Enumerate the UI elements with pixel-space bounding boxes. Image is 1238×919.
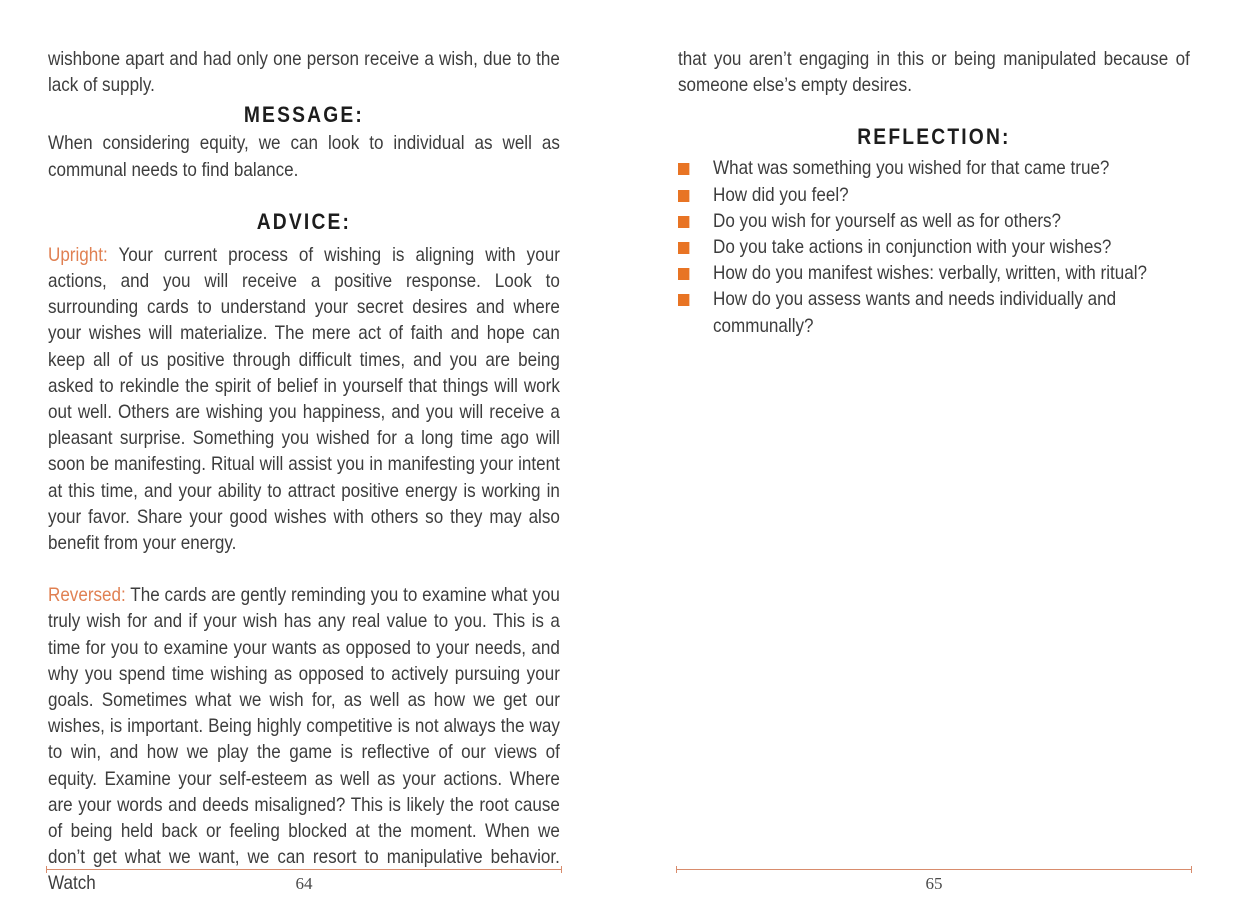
reflection-question-list	[678, 155, 1190, 338]
page-number-right: 65	[925, 874, 943, 893]
upright-paragraph	[48, 242, 560, 556]
question-text: Do you wish for yourself as well as for others?	[713, 209, 1062, 232]
reversed-paragraph	[48, 582, 560, 896]
footer-rule-right	[676, 869, 1192, 870]
reversed-label: Reversed:	[48, 584, 126, 607]
square-bullet-icon	[678, 190, 689, 202]
list-item	[678, 234, 1190, 260]
message-body-paragraph: When considering equity, we can look to individual as well as communal needs to find balance.	[48, 132, 560, 181]
question-text: What was something you wished for that came true?	[713, 157, 1110, 180]
reflection-heading: REFLECTION:	[857, 124, 1011, 150]
list-item	[678, 208, 1190, 234]
footer-rule-left	[46, 869, 562, 870]
list-item	[678, 260, 1190, 286]
square-bullet-icon	[678, 216, 689, 228]
upright-label: Upright:	[48, 243, 108, 266]
list-item	[678, 286, 1190, 338]
question-text: How did you feel?	[713, 183, 849, 206]
list-item	[678, 155, 1190, 181]
page-number-left: 64	[295, 874, 313, 893]
page-right-text-column	[678, 46, 1190, 339]
question-text: Do you take actions in conjunction with your wishes?	[713, 236, 1112, 259]
list-item	[678, 182, 1190, 208]
reversed-body-text: The cards are gently reminding you to examine what you truly wish for and if your wish has any real value to you. This is a time for you to examine your wants as opposed to your needs, and why you spend time wishing as opposed to actively pursuing your goals. Sometimes what we wish for, as well as how we get our wishes, is important. Being highly competitive is not always the way to win, and how we play the game is reflective of our views of equity. Examine your self-esteem as well as your actions. Where are your words and deeds misaligned? This is likely the root cause of being held back or feeling blocked at the moment. When we don’t get what we want, we can resort to manipulative behavior. Watch	[48, 584, 560, 895]
square-bullet-icon	[678, 268, 689, 280]
question-text: How do you assess wants and needs individually and communally?	[713, 288, 1117, 337]
advice-heading: ADVICE:	[256, 208, 352, 234]
left-intro-paragraph: wishbone apart and had only one person receive a wish, due to the lack of supply.	[48, 48, 560, 97]
message-heading: MESSAGE:	[243, 102, 365, 128]
question-text: How do you manifest wishes: verbally, written, with ritual?	[713, 262, 1148, 285]
square-bullet-icon	[678, 242, 689, 254]
page-left-text-column	[48, 46, 560, 897]
square-bullet-icon	[678, 163, 689, 175]
upright-body-text: Your current process of wishing is aligning with your actions, and you will receive a positive response. Look to surrounding cards to understand your secret desires and where your wishes will materialize. The mere act of faith and hope can keep all of us positive through difficult times, and you are being asked to rekindle the spirit of belief in yourself that things will work out well. Others are wishing you happiness, and you will receive a pleasant surprise. Something you wished for a long time ago will soon be manifesting. Ritual will assist you in manifesting your intent at this time, and your ability to attract positive energy is working in your favor. Share your good wishes with others so they may also benefit from your energy.	[48, 243, 560, 555]
right-intro-paragraph: that you aren’t engaging in this or being manipulated because of someone else’s empty desires.	[678, 48, 1190, 97]
square-bullet-icon	[678, 294, 689, 306]
